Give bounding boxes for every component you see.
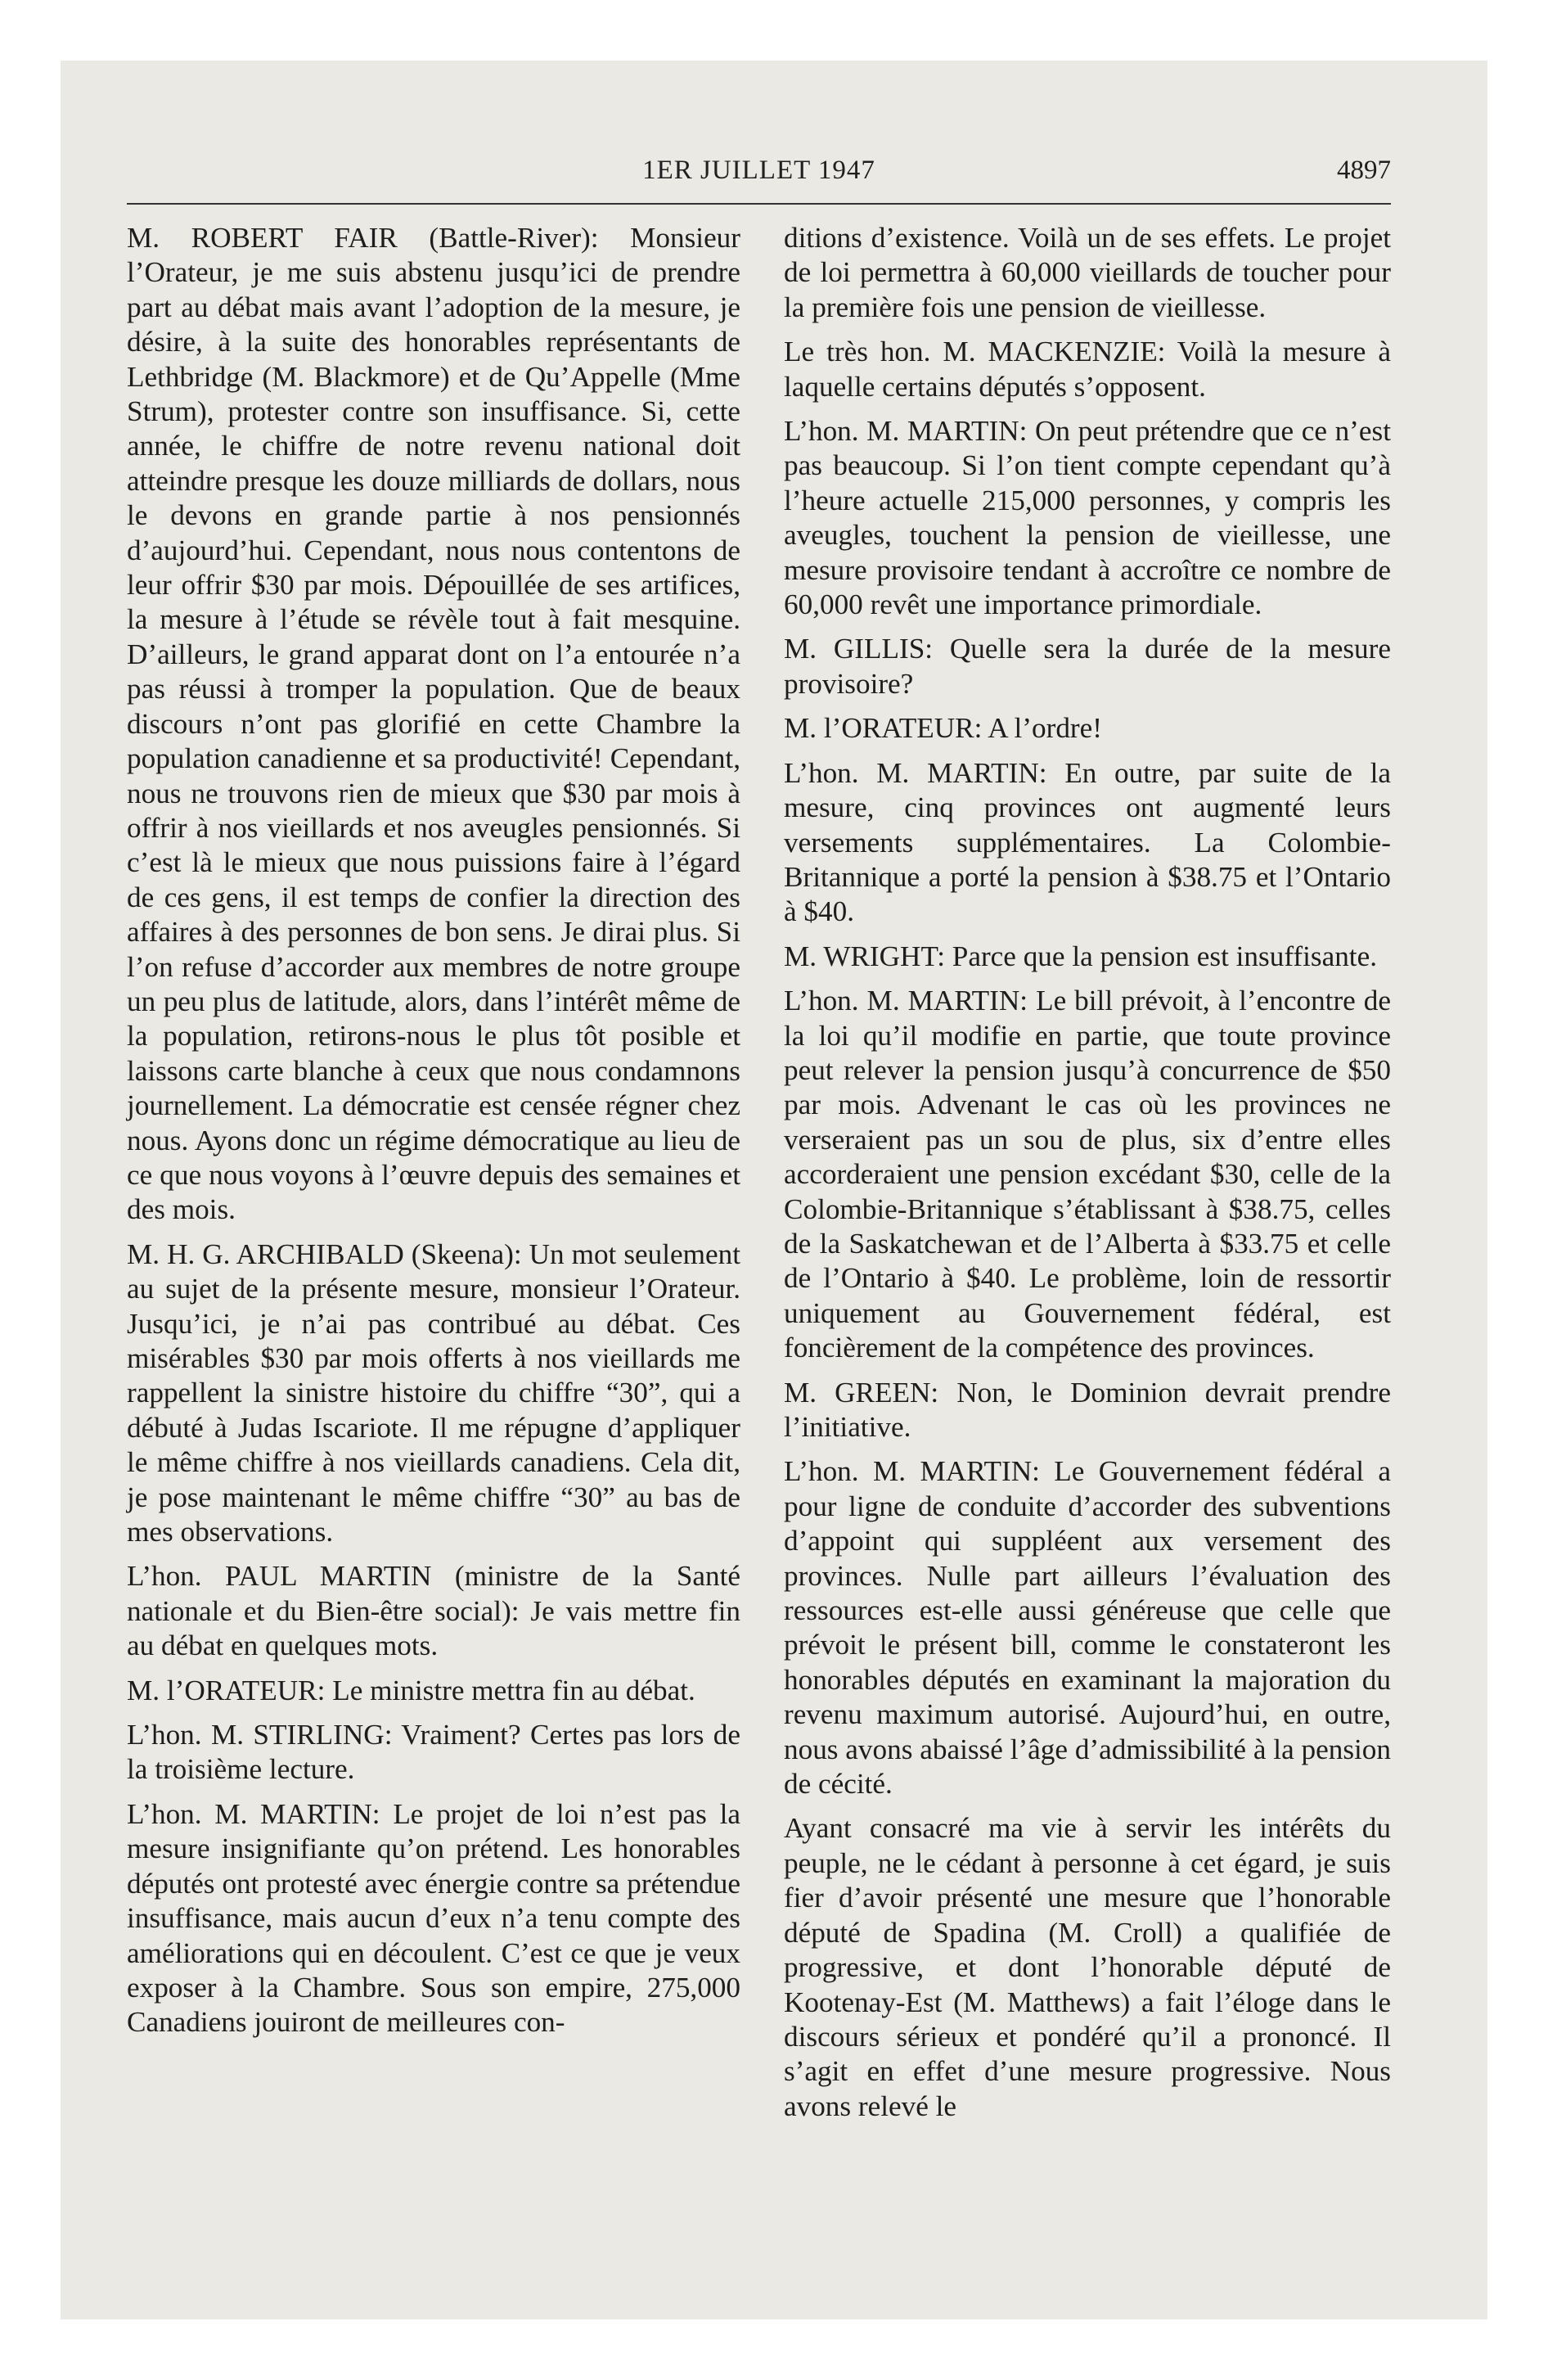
paragraph: M. H. G. ARCHIBALD (Skeena): Un mot seulement au sujet de la présente mesure, monsieur l’Orateur. Jusqu’ici, je n’ai pas contribué au débat. Ces misérables $30 par mois offerts à nos vieillards me rappellent la sinistre histoire du chiffre “30”, qui a débuté à Judas Iscariote. Il me répugne d’appliquer le même chiffre à nos vieillards canadiens. Cela dit, je pose maintenant le même chiffre “30” au bas de mes observations. xyxy=(127,1237,740,1548)
paragraph: Ayant consacré ma vie à servir les intérêts du peuple, ne le cédant à personne à cet égard, je suis fier d’avoir présenté une mesure que l’honorable député de Spadina (M. Croll) a qualifiée de progressive, et dont l’honorable député de Kootenay-Est (M. Matthews) a fait l’éloge dans le discours sérieux et pondéré qu’il a prononcé. Il s’agit en effet d’une mesure progressive. Nous avons relevé le xyxy=(784,1812,1391,2122)
paragraph: L’hon. M. STIRLING: Vraiment? Certes pas lors de la troisième lecture. xyxy=(127,1719,740,1786)
paragraph: M. ROBERT FAIR (Battle-River): Monsieur l’Orateur, je me suis abstenu jusqu’ici de prendre part au débat mais avant l’adoption de la mesure, je désire, à la suite des honorables représentants de Lethbridge (M. Blackmore) et de Qu’Appelle (Mme Strum), protester contre son insuffisance. Si, cette année, le chiffre de notre revenu national doit atteindre presque les douze milliards de dollars, nous le devons en grande partie à nos pensionnés d’aujourd’hui. Cependant, nous nous contentons de leur offrir $30 par mois. Dépouillée de ses artifices, la mesure à l’étude se révèle tout à fait mesquine. D’ailleurs, le grand apparat dont on l’a entourée n’a pas réussi à tromper la population. Que de beaux discours n’ont pas glorifié en cette Chambre la population canadienne et sa productivité! Cependant, nous ne trouvons rien de mieux que $30 par mois à offrir à nos vieillards et nos aveugles pensionnés. Si c’est là le mieux que nous puissions faire à l’égard de ces gens, il est temps de confier la direction des affaires à des personnes de bon sens. Je dirai plus. Si l’on refuse d’accorder aux membres de notre groupe un peu plus de latitude, alors, dans l’intérêt même de la population, retirons-nous le plus tôt posible et laissons carte blanche à ceux que nous condamnons journellement. La démocratie est censée régner chez nous. Ayons donc un régime démocratique au lieu de ce que nous voyons à l’œuvre depuis des semaines et des mois. xyxy=(127,222,740,1226)
paragraph: L’hon. M. MARTIN: On peut prétendre que ce n’est pas beaucoup. Si l’on tient compte cependant qu’à l’heure actuelle 215,000 personnes, y compris les aveugles, touchent la pension de vieillesse, une mesure provisoire tendant à accroître ce nombre de 60,000 revêt une importance primordiale. xyxy=(784,415,1391,621)
page-number: 4897 xyxy=(1337,156,1391,185)
right-column xyxy=(784,221,1391,2134)
paragraph: L’hon. PAUL MARTIN (ministre de la Santé nationale et du Bien-être social): Je vais mettre fin au débat en quelques mots. xyxy=(127,1560,740,1662)
paragraph: M. WRIGHT: Parce que la pension est insuffisante. xyxy=(784,940,1377,972)
paragraph: M. l’ORATEUR: Le ministre mettra fin au débat. xyxy=(127,1674,695,1706)
paragraph: L’hon. M. MARTIN: En outre, par suite de la mesure, cinq provinces ont augmenté leurs versements supplémentaires. La Colombie-Britannique a porté la pension à $38.75 et l’Ontario à $40. xyxy=(784,756,1391,928)
paragraph: Le très hon. M. MACKENZIE: Voilà la mesure à laquelle certains députés s’opposent. xyxy=(784,336,1391,403)
paragraph: M. GREEN: Non, le Dominion devrait prendre l’initiative. xyxy=(784,1376,1391,1443)
paragraph: L’hon. M. MARTIN: Le bill prévoit, à l’encontre de la loi qu’il modifie en partie, que toute province peut relever la pension jusqu’à concurrence de $50 par mois. Advenant le cas où les provinces ne verseraient pas un sou de plus, six d’entre elles accorderaient une pension excédant $30, celle de la Colombie-Britannique s’établissant à $38.75, celles de la Saskatchewan et de l’Alberta à $33.75 et celle de l’Ontario à $40. Le problème, loin de ressortir uniquement au Gouvernement fédéral, est foncièrement de la compétence des provinces. xyxy=(784,985,1391,1364)
paragraph: M. GILLIS: Quelle sera la durée de la mesure provisoire? xyxy=(784,633,1391,700)
left-column xyxy=(127,221,740,2050)
page-header xyxy=(127,147,1391,196)
header-date: 1ER JUILLET 1947 xyxy=(642,156,875,185)
paragraph: L’hon. M. MARTIN: Le projet de loi n’est pas la mesure insignifiante qu’on prétend. Les honorables députés ont protesté avec énergie contre sa prétendue insuffisance, mais aucun d’eux n’a tenu compte des améliorations qui en découlent. C’est ce que je veux exposer à la Chambre. Sous son empire, 275,000 Canadiens jouiront de meilleures con- xyxy=(127,1797,740,2039)
paragraph: ditions d’existence. Voilà un de ses effets. Le projet de loi permettra à 60,000 vieillards de toucher pour la première fois une pension de vieillesse. xyxy=(784,222,1391,323)
header-rule xyxy=(127,203,1391,205)
paragraph: L’hon. M. MARTIN: Le Gouvernement fédéral a pour ligne de conduite d’accorder des subventions d’appoint qui suppléent aux versement des provinces. Nulle part ailleurs l’évaluation des ressources est-elle aussi généreuse que celle que prévoit le présent bill, comme le constateront les honorables députés en examinant la majoration du revenu maximum autorisé. Aujourd’hui, en outre, nous avons abaissé l’âge d’admissibilité à la pension de cécité. xyxy=(784,1455,1391,1801)
paragraph: M. l’ORATEUR: A l’ordre! xyxy=(784,712,1102,745)
